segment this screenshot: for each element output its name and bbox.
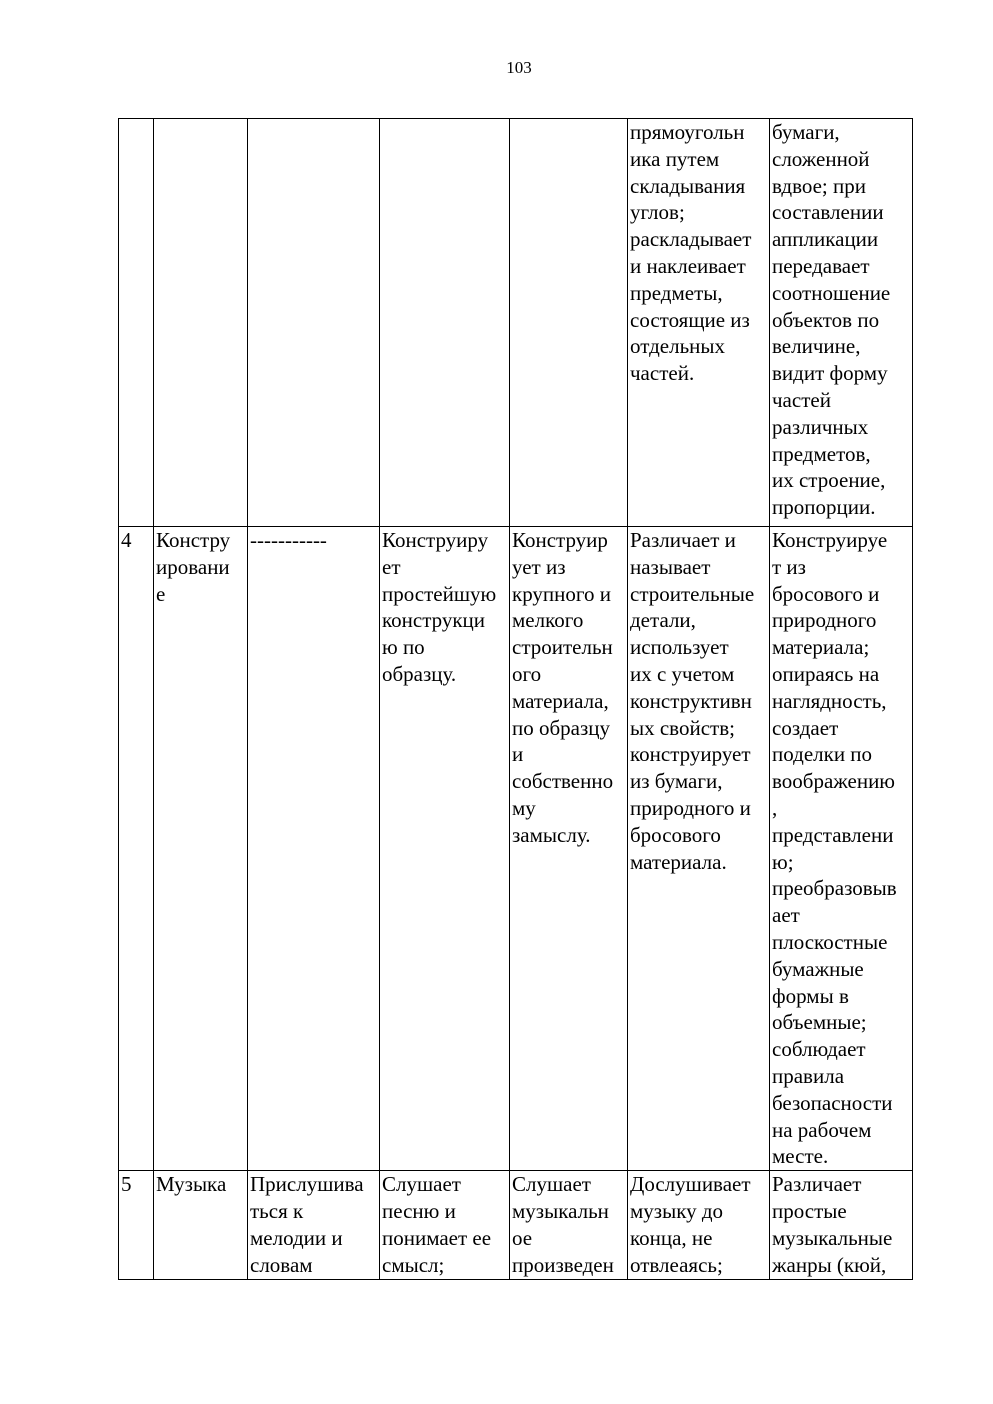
table-cell-col7: Конструируе т из бросового и природного материала; опираясь на наглядность, создает поделки по воображению , представлени ю; преобразовыв ает плоскостные бумажные формы в объемные; соблюдает правила безопасности на рабочем месте. <box>770 527 913 1171</box>
table-cell-col4: Слушает песню и понимает ее смысл; <box>380 1171 510 1280</box>
table-row <box>119 527 913 1171</box>
table-cell-col7: Различает простые музыкальные жанры (кюй, <box>770 1171 913 1280</box>
table-cell-area: Констру ировани е <box>154 527 248 1171</box>
table-cell-number <box>119 119 154 527</box>
table-cell-number: 4 <box>119 527 154 1171</box>
table-cell-col4 <box>380 119 510 527</box>
table-row <box>119 119 913 527</box>
table-cell-col6: Различает и называет строительные детали, использует их с учетом конструктивн ых свойств; конструирует из бумаги, природного и бросового материала. <box>628 527 770 1171</box>
table-cell-area: Музыка <box>154 1171 248 1280</box>
table-cell-area <box>154 119 248 527</box>
table-cell-col3: ----------- <box>248 527 380 1171</box>
table-row <box>119 1171 913 1280</box>
table-cell-col5: Слушает музыкальн ое произведен <box>510 1171 628 1280</box>
table-cell-col5: Конструир ует из крупного и мелкого строительн ого материала, по образцу и собственно му замыслу. <box>510 527 628 1171</box>
table-cell-number: 5 <box>119 1171 154 1280</box>
table-cell-col4: Конструиру ет простейшую конструкци ю по образцу. <box>380 527 510 1171</box>
table-cell-col7: бумаги, сложенной вдвое; при составлении аппликации передавает соотношение объектов по величине, видит форму частей различных предметов, их строение, пропорции. <box>770 119 913 527</box>
table-cell-col6: прямоугольн ика путем складывания углов; раскладывает и наклеивает предметы, состоящие из отдельных частей. <box>628 119 770 527</box>
table-cell-col3: Прислушива ться к мелодии и словам <box>248 1171 380 1280</box>
page-number: 103 <box>506 58 532 77</box>
content-table <box>118 118 913 1280</box>
table-cell-col5 <box>510 119 628 527</box>
table-cell-col6: Дослушивает музыку до конца, не отвлеаясь; <box>628 1171 770 1280</box>
table-cell-col3 <box>248 119 380 527</box>
